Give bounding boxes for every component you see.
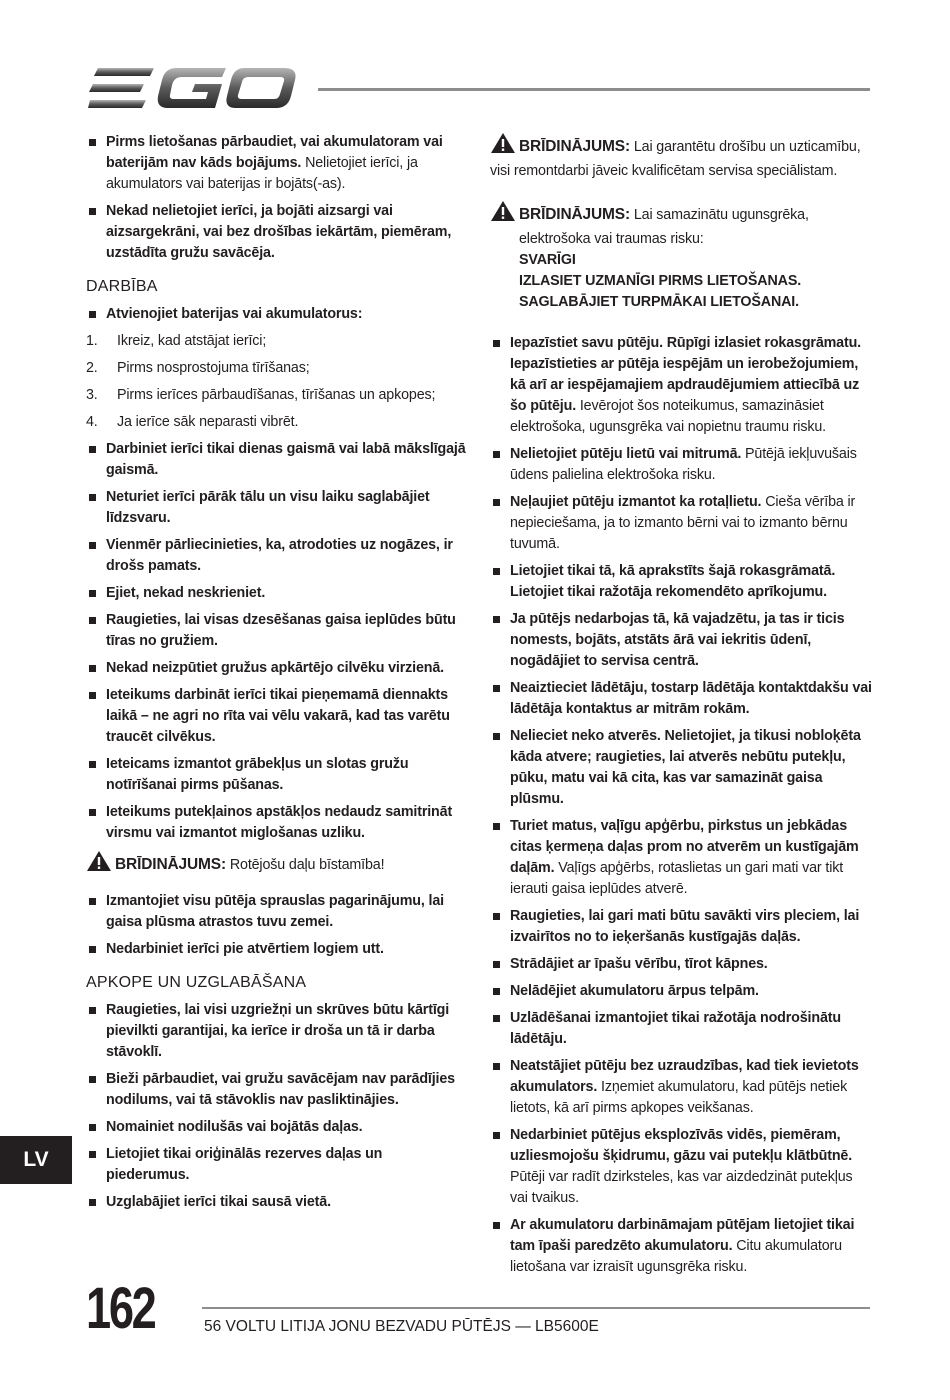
bullet-item: Iepazīstiet savu pūtēju. Rūpīgi izlasiet rokasgrāmatu. Iepazīstieties ar pūtēja iespējām un ierobežojumiem, kā arī ar iespējamajiem apdraudējumiem attiecībā uz šo pūtēju. Ievērojot šos noteikumus, samazināsiet elektrošoka, ugunsgrēka vai nopietnu traumu risku.: [490, 333, 872, 438]
bullet-icon: [89, 809, 96, 816]
bullet-icon: [89, 494, 96, 501]
right-column: [490, 132, 872, 1284]
bullet-icon: [89, 1124, 96, 1131]
warning-triangle-icon: [490, 200, 516, 229]
bullet-item: Nedarbiniet ierīci pie atvērtiem logiem utt.: [86, 939, 468, 960]
bullet-item: Ieteikums darbināt ierīci tikai pieņemamā diennakts laikā – ne agri no rīta vai vēlu vakarā, kad tas varētu traucēt cilvēkus.: [86, 685, 468, 748]
bullet-icon: [89, 1007, 96, 1014]
bullet-item: Uzglabājiet ierīci tikai sausā vietā.: [86, 1192, 468, 1213]
bullet-icon: [493, 913, 500, 920]
header-rule: [318, 88, 870, 91]
ego-logo: [88, 64, 298, 112]
bullet-item: Nelietojiet pūtēju lietū vai mitrumā. Pūtējā iekļuvušais ūdens palielina elektrošoka risku.: [490, 444, 872, 486]
bullet-item: Raugieties, lai gari mati būtu savākti virs pleciem, lai izvairītos no to ieķeršanās kustīgajās daļās.: [490, 906, 872, 948]
bullet-item: Nekad nelietojiet ierīci, ja bojāti aizsargi vai aizsargekrāni, vai bez drošības iekārtām, piemēram, uzstādīta gružu savācēja.: [86, 201, 468, 264]
bullet-icon: [89, 542, 96, 549]
bullet-icon: [493, 616, 500, 623]
numbered-item: 1. Ikreiz, kad atstājat ierīci;: [86, 333, 267, 349]
bullet-item: Raugieties, lai visi uzgriežņi un skrūves būtu kārtīgi pievilkti garantijai, ka ierīce ir droša un tā ir darba stāvoklī.: [86, 1000, 468, 1063]
bullet-item: Izmantojiet visu pūtēja sprauslas pagarinājumu, lai gaisa plūsma atrastos tuvu zemei.: [86, 891, 468, 933]
bullet-icon: [493, 988, 500, 995]
bullet-item: Ieteicams izmantot grābekļus un slotas gružu notīrīšanai pirms pūšanas.: [86, 754, 468, 796]
bullet-icon: [89, 311, 96, 318]
bullet-item: Lietojiet tikai tā, kā aprakstīts šajā rokasgrāmatā. Lietojiet tikai ražotāja rekomendēto aprīkojumu.: [490, 561, 872, 603]
bullet-icon: [89, 946, 96, 953]
section-heading-maintenance: APKOPE UN UZGLABĀŠANA: [86, 974, 307, 991]
bullet-icon: [89, 761, 96, 768]
warning-read-manual: BRĪDINĀJUMS: Lai samazinātu ugunsgrēka, elektrošoka vai traumas risku: SVARĪGI IZLASIET UZMANĪGI PIRMS LIETOŠANAS. SAGLABĀJIET TURPMĀKAI LIETOŠANAI.: [490, 200, 872, 313]
bullet-icon: [493, 1132, 500, 1139]
page-number: 162: [86, 1276, 155, 1341]
bullet-item: Neaiztieciet lādētāju, tostarp lādētāja kontaktdakšu vai lādētāja kontaktus ar mitrām rokām.: [490, 678, 872, 720]
language-tab: LV: [0, 1136, 72, 1184]
footer-product-title: 56 VOLTU LITIJA JONU BEZVADU PŪTĒJS — LB5600E: [204, 1318, 599, 1335]
bullet-icon: [493, 733, 500, 740]
warning-repairs: BRĪDINĀJUMS: Lai garantētu drošību un uzticamību, visi remontdarbi jāveic kvalificētam servisa speciālistam.: [490, 132, 872, 182]
bullet-icon: [493, 1222, 500, 1229]
bullet-item: Lietojiet tikai oriģinālās rezerves daļas un piederumus.: [86, 1144, 468, 1186]
bullet-item: Nedarbiniet pūtējus eksplozīvās vidēs, piemēram, uzliesmojošu šķidrumu, gāzu vai putekļu klātbūtnē. Pūtēji var radīt dzirksteles, kas var aizdedzināt putekļus vai tvaikus.: [490, 1125, 872, 1209]
numbered-item: 2. Pirms nosprostojuma tīrīšanas;: [86, 360, 310, 376]
bullet-icon: [493, 451, 500, 458]
bullet-item: Ejiet, nekad neskrieniet.: [86, 583, 468, 604]
bullet-item: Strādājiet ar īpašu vērību, tīrot kāpnes.: [490, 954, 872, 975]
bullet-icon: [89, 898, 96, 905]
bullet-item: Turiet matus, vaļīgu apģērbu, pirkstus un jebkādas citas ķermeņa daļas prom no atverēm un kustīgajām daļām. Vaļīgs apģērbs, rotaslietas un gari mati var tikt ierauti gaisa ieplūdes atverē.: [490, 816, 872, 900]
bullet-icon: [89, 1151, 96, 1158]
bullet-item: Neturiet ierīci pārāk tālu un visu laiku saglabājiet līdzsvaru.: [86, 487, 468, 529]
bullet-icon: [89, 692, 96, 699]
footer-rule: [202, 1307, 870, 1309]
bullet-item: Pirms lietošanas pārbaudiet, vai akumulatoram vai baterijām nav kāds bojājums. Nelietojiet ierīci, ja akumulators vai baterijas ir bojāts(-as).: [86, 132, 468, 195]
bullet-icon: [493, 568, 500, 575]
bullet-icon: [493, 1015, 500, 1022]
bullet-item: Nomainiet nodilušās vai bojātās daļas.: [86, 1117, 468, 1138]
bullet-item: Bieži pārbaudiet, vai gružu savācējam nav parādījies nodilums, vai tā stāvoklis nav pasliktinājies.: [86, 1069, 468, 1111]
bullet-icon: [89, 139, 96, 146]
warning-rotating-parts: BRĪDINĀJUMS: Rotējošu daļu bīstamība!: [86, 850, 468, 879]
bullet-item: Neļaujiet pūtēju izmantot ka rotaļlietu. Cieša vērība ir nepieciešama, ja to izmanto bērni vai to izmanto bērnu tuvumā.: [490, 492, 872, 555]
warning-triangle-icon: [86, 850, 112, 879]
bullet-item: Nekad neizpūtiet gružus apkārtējo cilvēku virzienā.: [86, 658, 468, 679]
bullet-icon: [89, 665, 96, 672]
bullet-icon: [89, 617, 96, 624]
bullet-icon: [493, 961, 500, 968]
bullet-item: Uzlādēšanai izmantojiet tikai ražotāja nodrošinātu lādētāju.: [490, 1008, 872, 1050]
bullet-item: Ieteikums putekļainos apstākļos nedaudz samitrināt virsmu vai izmantot miglošanas uzliku.: [86, 802, 468, 844]
bullet-icon: [89, 446, 96, 453]
bullet-icon: [493, 499, 500, 506]
bullet-item: Atvienojiet baterijas vai akumulatorus:: [86, 304, 468, 325]
bullet-icon: [493, 685, 500, 692]
section-heading-operation: DARBĪBA: [86, 278, 158, 295]
bullet-item: Vienmēr pārliecinieties, ka, atrodoties uz nogāzes, ir drošs pamats.: [86, 535, 468, 577]
bullet-item: Nelādējiet akumulatoru ārpus telpām.: [490, 981, 872, 1002]
bullet-icon: [89, 1199, 96, 1206]
bullet-item: Ja pūtējs nedarbojas tā, kā vajadzētu, ja tas ir ticis nomests, bojāts, atstāts ārā vai iekritis ūdenī, nogādājiet to servisa centrā.: [490, 609, 872, 672]
bullet-icon: [493, 1063, 500, 1070]
bullet-icon: [493, 340, 500, 347]
left-column: [86, 132, 468, 1219]
bullet-icon: [89, 208, 96, 215]
bullet-item: Neatstājiet pūtēju bez uzraudzības, kad tiek ievietots akumulators. Izņemiet akumulatoru, kad pūtējs netiek lietots, kā arī pirms apkopes veikšanas.: [490, 1056, 872, 1119]
bullet-item: Nelieciet neko atverēs. Nelietojiet, ja tikusi nobloķēta kāda atvere; raugieties, lai atverēs nebūtu putekļu, pūku, matu vai kā cita, kas var samazināt gaisa plūsmu.: [490, 726, 872, 810]
bullet-icon: [89, 590, 96, 597]
bullet-item: Ar akumulatoru darbināmajam pūtējam lietojiet tikai tam īpaši paredzēto akumulatoru. Citu akumulatoru lietošana var izraisīt ugunsgrēka risku.: [490, 1215, 872, 1278]
numbered-item: 3. Pirms ierīces pārbaudīšanas, tīrīšanas un apkopes;: [86, 387, 436, 403]
numbered-item: 4. Ja ierīce sāk neparasti vibrēt.: [86, 414, 299, 430]
bullet-item: Raugieties, lai visas dzesēšanas gaisa ieplūdes būtu tīras no gružiem.: [86, 610, 468, 652]
bullet-icon: [493, 823, 500, 830]
bullet-icon: [89, 1076, 96, 1083]
warning-triangle-icon: [490, 132, 516, 161]
bullet-item: Darbiniet ierīci tikai dienas gaismā vai labā mākslīgajā gaismā.: [86, 439, 468, 481]
